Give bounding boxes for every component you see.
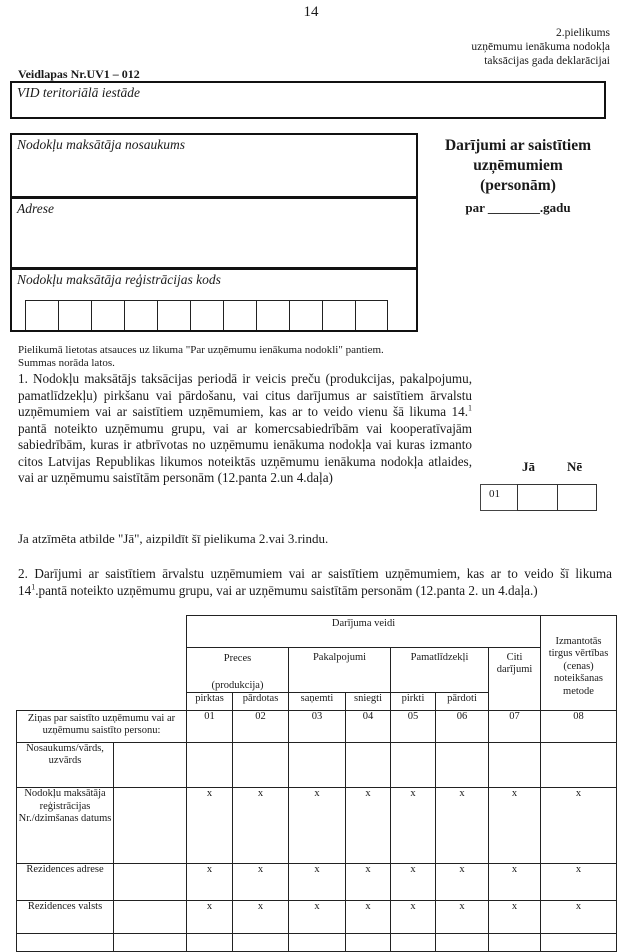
reference-note-line-2: Summas norāda latos. — [18, 357, 115, 369]
yes-header: Jā — [522, 459, 535, 474]
data-cell[interactable] — [391, 934, 436, 952]
row-value-cell[interactable] — [114, 901, 187, 934]
data-cell[interactable]: x — [289, 901, 346, 934]
title-line-2: uzņēmumiem — [473, 157, 563, 174]
question-1-row-code: 01 — [480, 484, 517, 511]
question-1-text-b: pantā noteikto uzņēmumu grupu, vai ar komercsabiedrībām vai kooperatīvajām sabiedrībām, kuras ir atbrīvotas no uzņēmumu ienākuma nodokļa vai kuras izmanto citos Latvijas Republikas likumos noteiktās uzņēmumu ienākuma nodokļa atlaides, vai ar uzņēmumu saistītām personām (12.panta 2.un 4.daļa) — [18, 420, 472, 485]
form-number: Veidlapas Nr.UV1 – 012 — [18, 67, 140, 81]
registration-code-cell[interactable] — [322, 300, 355, 330]
title-year-line — [426, 198, 610, 218]
row-value-cell[interactable] — [114, 788, 187, 864]
registration-code-cell[interactable] — [25, 300, 58, 330]
registration-code-cell[interactable] — [223, 300, 256, 330]
data-cell[interactable]: x — [391, 901, 436, 934]
row-value-cell[interactable] — [114, 934, 187, 952]
row-label — [17, 934, 114, 952]
data-cell[interactable] — [233, 743, 289, 788]
vid-office-label: VID teritoriālā iestāde — [17, 85, 140, 100]
question-1-answer-box — [480, 484, 597, 511]
services-header: Pakalpojumi — [289, 648, 391, 693]
page-number: 14 — [303, 4, 319, 20]
column-code: 04 — [346, 711, 391, 743]
registration-code-cell[interactable] — [190, 300, 223, 330]
data-cell[interactable]: x — [346, 788, 391, 864]
data-cell[interactable] — [541, 934, 617, 952]
fill-instruction: Ja atzīmēta atbilde "Jā", aizpildīt šī pielikuma 2.vai 3.rindu. — [18, 531, 329, 546]
vid-office-field[interactable] — [10, 81, 606, 119]
registration-code-cell[interactable] — [256, 300, 289, 330]
data-cell[interactable] — [391, 743, 436, 788]
column-code: 05 — [391, 711, 436, 743]
info-label: Ziņas par saistīto uzņēmumu vai ar uzņēmumu saistīto personu: — [17, 711, 187, 743]
data-cell[interactable]: x — [489, 864, 541, 901]
data-cell[interactable] — [187, 934, 233, 952]
no-header: Nē — [567, 459, 583, 474]
data-cell[interactable] — [289, 934, 346, 952]
data-cell[interactable] — [187, 743, 233, 788]
data-cell[interactable]: x — [541, 864, 617, 901]
year-prefix: par — [465, 200, 485, 215]
sub-header-assets-bought: pirkti — [391, 693, 436, 711]
data-cell[interactable] — [289, 743, 346, 788]
annex-line-3: taksācijas gada deklarācijai — [484, 55, 610, 67]
registration-code-cells — [25, 300, 388, 330]
data-cell[interactable]: x — [346, 864, 391, 901]
goods-header-line-1: Preces — [223, 653, 252, 664]
sub-header-services-provided: sniegti — [346, 693, 391, 711]
data-cell[interactable] — [436, 934, 489, 952]
fixed-assets-header: Pamatlīdzekļi — [391, 648, 489, 693]
transactions-table — [16, 615, 617, 952]
table-row — [17, 788, 617, 864]
data-cell[interactable] — [346, 934, 391, 952]
registration-code-cell[interactable] — [91, 300, 124, 330]
data-cell[interactable]: x — [187, 901, 233, 934]
data-cell[interactable]: x — [436, 864, 489, 901]
no-checkbox[interactable] — [557, 484, 597, 511]
data-cell[interactable]: x — [541, 788, 617, 864]
data-cell[interactable]: x — [436, 901, 489, 934]
data-cell[interactable]: x — [187, 788, 233, 864]
registration-code-label: Nodokļu maksātāja reģistrācijas kods — [17, 272, 221, 287]
data-cell[interactable]: x — [233, 864, 289, 901]
table-spacer — [17, 616, 187, 648]
data-cell[interactable]: x — [289, 864, 346, 901]
address-field[interactable] — [10, 197, 418, 269]
sub-header-assets-sold: pārdoti — [436, 693, 489, 711]
table-row — [17, 743, 617, 788]
column-code: 03 — [289, 711, 346, 743]
data-cell[interactable]: x — [391, 788, 436, 864]
registration-code-cell[interactable] — [289, 300, 322, 330]
question-2-sup: 1 — [31, 582, 36, 592]
question-1-sup: 1 — [468, 403, 472, 413]
yes-checkbox[interactable] — [517, 484, 557, 511]
data-cell[interactable]: x — [289, 788, 346, 864]
address-label: Adrese — [17, 201, 54, 216]
registration-code-cell[interactable] — [58, 300, 91, 330]
title-line-1: Darījumi ar saistītiem — [444, 137, 592, 154]
question-2-text — [18, 566, 612, 599]
reference-note — [18, 344, 384, 370]
taxpayer-name-field[interactable] — [10, 133, 418, 198]
data-cell[interactable] — [436, 743, 489, 788]
column-code: 08 — [541, 711, 617, 743]
data-cell[interactable]: x — [541, 901, 617, 934]
sub-header-services-received: saņemti — [289, 693, 346, 711]
sub-header-goods-bought: pirktas — [187, 693, 233, 711]
data-cell[interactable] — [489, 743, 541, 788]
registration-code-field — [10, 268, 418, 332]
data-cell[interactable]: x — [489, 788, 541, 864]
question-1-text — [18, 371, 472, 487]
data-cell[interactable]: x — [436, 788, 489, 864]
column-code: 06 — [436, 711, 489, 743]
row-label: Nosaukums/vārds, uzvārds — [17, 743, 114, 788]
row-label: Nodokļu maksātāja reģistrācijas Nr./dzimšanas datums — [17, 788, 114, 864]
column-code: 07 — [489, 711, 541, 743]
other-transactions-header: Citi darījumi — [489, 648, 541, 711]
year-blank-field[interactable]: ________ — [487, 200, 540, 215]
data-cell[interactable] — [346, 743, 391, 788]
data-cell[interactable]: x — [187, 864, 233, 901]
form-title — [426, 136, 610, 218]
annex-line-1: 2.pielikums — [556, 27, 610, 39]
data-cell[interactable]: x — [489, 901, 541, 934]
goods-header-line-2: (produkcija) — [211, 680, 264, 691]
row-label: Rezidences valsts — [17, 901, 114, 934]
table-row — [17, 901, 617, 934]
row-label: Rezidences adrese — [17, 864, 114, 901]
annex-line-2: uzņēmumu ienākuma nodokļa — [471, 41, 610, 53]
data-cell[interactable]: x — [233, 901, 289, 934]
table-row — [17, 864, 617, 901]
column-code: 01 — [187, 711, 233, 743]
data-cell[interactable]: x — [391, 864, 436, 901]
registration-code-cell[interactable] — [355, 300, 388, 330]
taxpayer-name-label: Nodokļu maksātāja nosaukums — [17, 137, 185, 152]
table-spacer — [17, 693, 187, 711]
data-cell[interactable]: x — [233, 788, 289, 864]
table-row — [17, 934, 617, 952]
reference-note-line-1: Pielikumā lietotas atsauces uz likuma "Par uzņēmumu ienākuma nodokli" pantiem. — [18, 344, 384, 356]
title-line-3: (personām) — [480, 177, 556, 194]
table-spacer — [17, 648, 187, 693]
question-1-text-a: 1. Nodokļu maksātājs taksācijas periodā ir veicis preču (produkcijas, pakalpojumu, pamatlīdzekļu) pirkšanu vai pārdošanu, vai citus darījumus ar saistītiem ārvalstu uzņēmumiem vai ar saistītiem uzņēmumiem, kas ar to veido vienu šā likuma 14. — [18, 371, 472, 419]
data-cell[interactable] — [233, 934, 289, 952]
data-cell[interactable] — [541, 743, 617, 788]
question-2-text-a: 2. Darījumi ar saistītiem ārvalstu uzņēmumiem vai ar saistītiem uzņēmumiem, kas ar to veido šī likuma 14 — [18, 566, 612, 598]
method-header: Izmantotās tirgus vērtības (cenas) noteikšanas metode — [541, 616, 617, 711]
registration-code-cell[interactable] — [157, 300, 190, 330]
goods-header — [187, 648, 289, 693]
transaction-types-header: Darījuma veidi — [187, 616, 541, 648]
row-value-cell[interactable] — [114, 864, 187, 901]
row-value-cell[interactable] — [114, 743, 187, 788]
sub-header-goods-sold: pārdotas — [233, 693, 289, 711]
annex-heading — [471, 26, 610, 68]
data-cell[interactable] — [489, 934, 541, 952]
question-2-text-b: .pantā noteikto uzņēmumu grupu, vai ar uzņēmumu saistītām personām (12.panta 2. un 4.daļa.) — [35, 582, 538, 598]
column-code: 02 — [233, 711, 289, 743]
data-cell[interactable]: x — [346, 901, 391, 934]
year-suffix: .gadu — [539, 200, 571, 215]
registration-code-cell[interactable] — [124, 300, 157, 330]
